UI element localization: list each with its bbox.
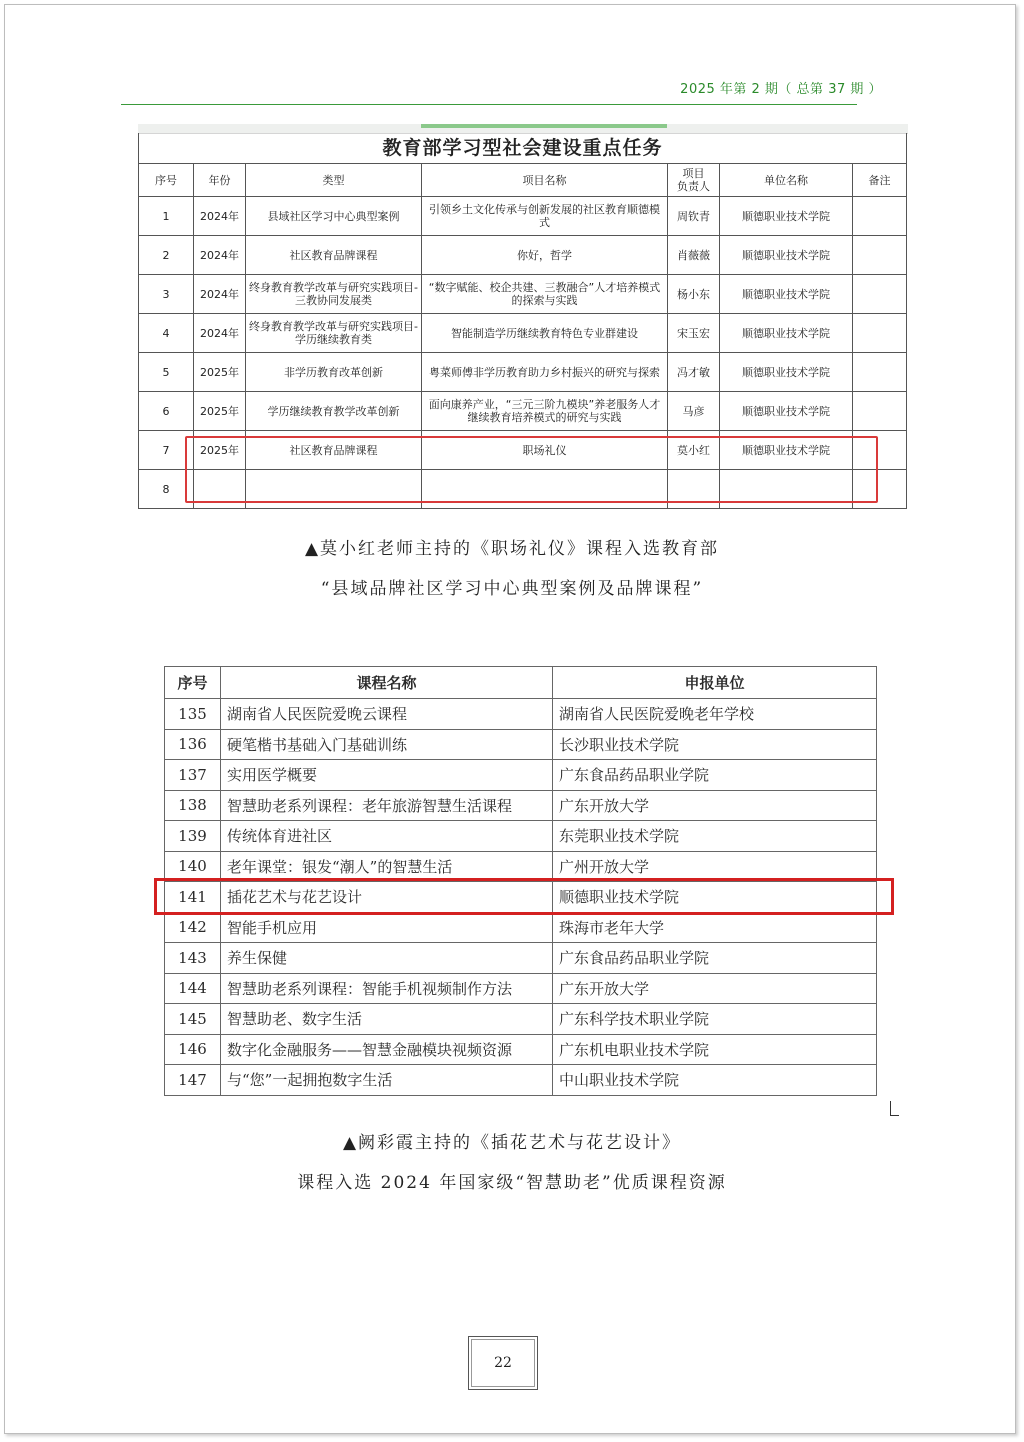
table-cell: 社区教育品牌课程	[246, 431, 422, 470]
table-row	[165, 760, 877, 791]
table-cell: 硬笔楷书基础入门基础训练	[221, 729, 553, 760]
table-cell: 7	[139, 431, 194, 470]
table-cell: 137	[165, 760, 221, 791]
header-cell: 类型	[246, 164, 422, 197]
table-cell: 2	[139, 236, 194, 275]
table-cell: 县域社区学习中心典型案例	[246, 197, 422, 236]
table-cell: 与“您”一起拥抱数字生活	[221, 1065, 553, 1096]
table-cell: 老年课堂：银发“潮人”的智慧生活	[221, 851, 553, 882]
table-cell: 社区教育品牌课程	[246, 236, 422, 275]
table-cell: 职场礼仪	[422, 431, 668, 470]
table-cell	[853, 236, 907, 275]
table-row	[139, 353, 907, 392]
table-cell: 珠海市老年大学	[553, 912, 877, 943]
table-cell: 莫小红	[668, 431, 720, 470]
table-cell: 非学历教育改革创新	[246, 353, 422, 392]
table-row	[139, 275, 907, 314]
caption-2-line-2: 课程入选 2024 年国家级“智慧助老”优质课程资源	[297, 1173, 727, 1193]
table-cell: 传统体育进社区	[221, 821, 553, 852]
table-row	[165, 1034, 877, 1065]
table-row	[165, 973, 877, 1004]
table-cell: 顺德职业技术学院	[720, 353, 853, 392]
task-table-title: 教育部学习型社会建设重点任务	[139, 133, 907, 164]
table-cell: 5	[139, 353, 194, 392]
header-cell: 课程名称	[221, 667, 553, 699]
header-cell: 序号	[139, 164, 194, 197]
table-cell: 6	[139, 392, 194, 431]
table-cell: 广东机电职业技术学院	[553, 1034, 877, 1065]
header-cell: 项目名称	[422, 164, 668, 197]
table-cell: 8	[139, 470, 194, 509]
table-cell: 马彦	[668, 392, 720, 431]
table-row	[139, 236, 907, 275]
table-cell	[853, 197, 907, 236]
table-cell: 插花艺术与花艺设计	[221, 882, 553, 913]
table-cell	[853, 353, 907, 392]
table-cell: 广州开放大学	[553, 851, 877, 882]
page-number: 22	[468, 1336, 538, 1390]
table-cell: 肖薇薇	[668, 236, 720, 275]
table-cell: 终身教育教学改革与研究实践项目-三教协同发展类	[246, 275, 422, 314]
table-cell: 4	[139, 314, 194, 353]
table-row	[139, 197, 907, 236]
table-cell: 顺德职业技术学院	[553, 882, 877, 913]
table-cell: 湖南省人民医院爱晚云课程	[221, 699, 553, 730]
header-cell: 年份	[194, 164, 246, 197]
table-cell: 学历继续教育教学改革创新	[246, 392, 422, 431]
table-cell: 智能制造学历继续教育特色专业群建设	[422, 314, 668, 353]
table-cell: 广东食品药品职业学院	[553, 760, 877, 791]
table-row	[165, 790, 877, 821]
table-cell	[853, 392, 907, 431]
table-cell: 145	[165, 1004, 221, 1035]
highlight-box-row-7	[185, 436, 878, 503]
table-cell: 2025年	[194, 353, 246, 392]
table-cell: 140	[165, 851, 221, 882]
table-cell: 147	[165, 1065, 221, 1096]
table-cell: 智慧助老、数字生活	[221, 1004, 553, 1035]
table-cell: 中山职业技术学院	[553, 1065, 877, 1096]
table-cell: 养生保健	[221, 943, 553, 974]
table-cell: 3	[139, 275, 194, 314]
header-cell: 备注	[853, 164, 907, 197]
table-cell: 东莞职业技术学院	[553, 821, 877, 852]
table-cell: 138	[165, 790, 221, 821]
table-cell: 引领乡土文化传承与创新发展的社区教育顺德模式	[422, 197, 668, 236]
table-cell: 广东开放大学	[553, 790, 877, 821]
table-cell: 广东食品药品职业学院	[553, 943, 877, 974]
caption-2-line-1: ▲阙彩霞主持的《插花艺术与花艺设计》	[342, 1133, 682, 1153]
table-cell: 142	[165, 912, 221, 943]
table-cell: 1	[139, 197, 194, 236]
table-cell: 杨小东	[668, 275, 720, 314]
table-cell: 2024年	[194, 197, 246, 236]
table-cell: 143	[165, 943, 221, 974]
table-cell: 广东科学技术职业学院	[553, 1004, 877, 1035]
highlight-box-row-141	[154, 878, 894, 915]
table-cell: 你好，哲学	[422, 236, 668, 275]
table-cell: 146	[165, 1034, 221, 1065]
table-cell: 141	[165, 882, 221, 913]
table-cell	[853, 275, 907, 314]
issue-header: 2025 年第 2 期（ 总第 37 期 ）	[680, 82, 882, 97]
table-cell: 实用医学概要	[221, 760, 553, 791]
table-cell: 顺德职业技术学院	[720, 392, 853, 431]
task-table-header	[139, 164, 907, 197]
table-cell: 周钦青	[668, 197, 720, 236]
table-cell: 冯才敏	[668, 353, 720, 392]
table-cell: 135	[165, 699, 221, 730]
table-cell: 终身教育教学改革与研究实践项目-学历继续教育类	[246, 314, 422, 353]
table-row	[165, 821, 877, 852]
table-cell: 2024年	[194, 275, 246, 314]
table-row	[165, 729, 877, 760]
table-cell: 顺德职业技术学院	[720, 275, 853, 314]
table-cell: 智慧助老系列课程：智能手机视频制作方法	[221, 973, 553, 1004]
table-row	[165, 912, 877, 943]
header-cell: 单位名称	[720, 164, 853, 197]
caption-1-line-2: “县域品牌社区学习中心典型案例及品牌课程”	[320, 579, 704, 599]
caption-1-line-1: ▲莫小红老师主持的《职场礼仪》课程入选教育部	[304, 539, 720, 559]
table-cell: 顺德职业技术学院	[720, 431, 853, 470]
table-cell: 智能手机应用	[221, 912, 553, 943]
table-row	[165, 1004, 877, 1035]
course-table-header	[165, 667, 877, 699]
header-cell: 申报单位	[553, 667, 877, 699]
table-cell	[853, 314, 907, 353]
table-cell: 湖南省人民医院爱晚老年学校	[553, 699, 877, 730]
table-cell: 144	[165, 973, 221, 1004]
header-rule	[121, 104, 857, 105]
spreadsheet-selection-mark	[421, 124, 667, 128]
table-cell: 2025年	[194, 431, 246, 470]
table-cell: 粤菜师傅非学历教育助力乡村振兴的研究与探索	[422, 353, 668, 392]
paragraph-mark	[890, 1101, 899, 1116]
table-cell: 广东开放大学	[553, 973, 877, 1004]
table-row	[139, 392, 907, 431]
table-row	[165, 699, 877, 730]
table-cell: 顺德职业技术学院	[720, 197, 853, 236]
table-cell: 顺德职业技术学院	[720, 236, 853, 275]
table-row	[165, 943, 877, 974]
table-cell: 顺德职业技术学院	[720, 314, 853, 353]
table-cell: 面向康养产业，“三元三阶九模块”养老服务人才继续教育培养模式的研究与实践	[422, 392, 668, 431]
header-cell: 项目 负责人	[668, 164, 720, 197]
table-row	[139, 314, 907, 353]
table-cell: 数字化金融服务——智慧金融模块视频资源	[221, 1034, 553, 1065]
table-cell: 136	[165, 729, 221, 760]
table-cell: 139	[165, 821, 221, 852]
table-cell: 2025年	[194, 392, 246, 431]
table-cell: 长沙职业技术学院	[553, 729, 877, 760]
table-cell: “数字赋能、校企共建、三教融合”人才培养模式的探索与实践	[422, 275, 668, 314]
header-cell: 序号	[165, 667, 221, 699]
table-cell: 2024年	[194, 314, 246, 353]
table-cell: 2024年	[194, 236, 246, 275]
table-row	[165, 1065, 877, 1096]
table-cell: 宋玉宏	[668, 314, 720, 353]
table-row	[165, 851, 877, 882]
table-cell: 智慧助老系列课程：老年旅游智慧生活课程	[221, 790, 553, 821]
